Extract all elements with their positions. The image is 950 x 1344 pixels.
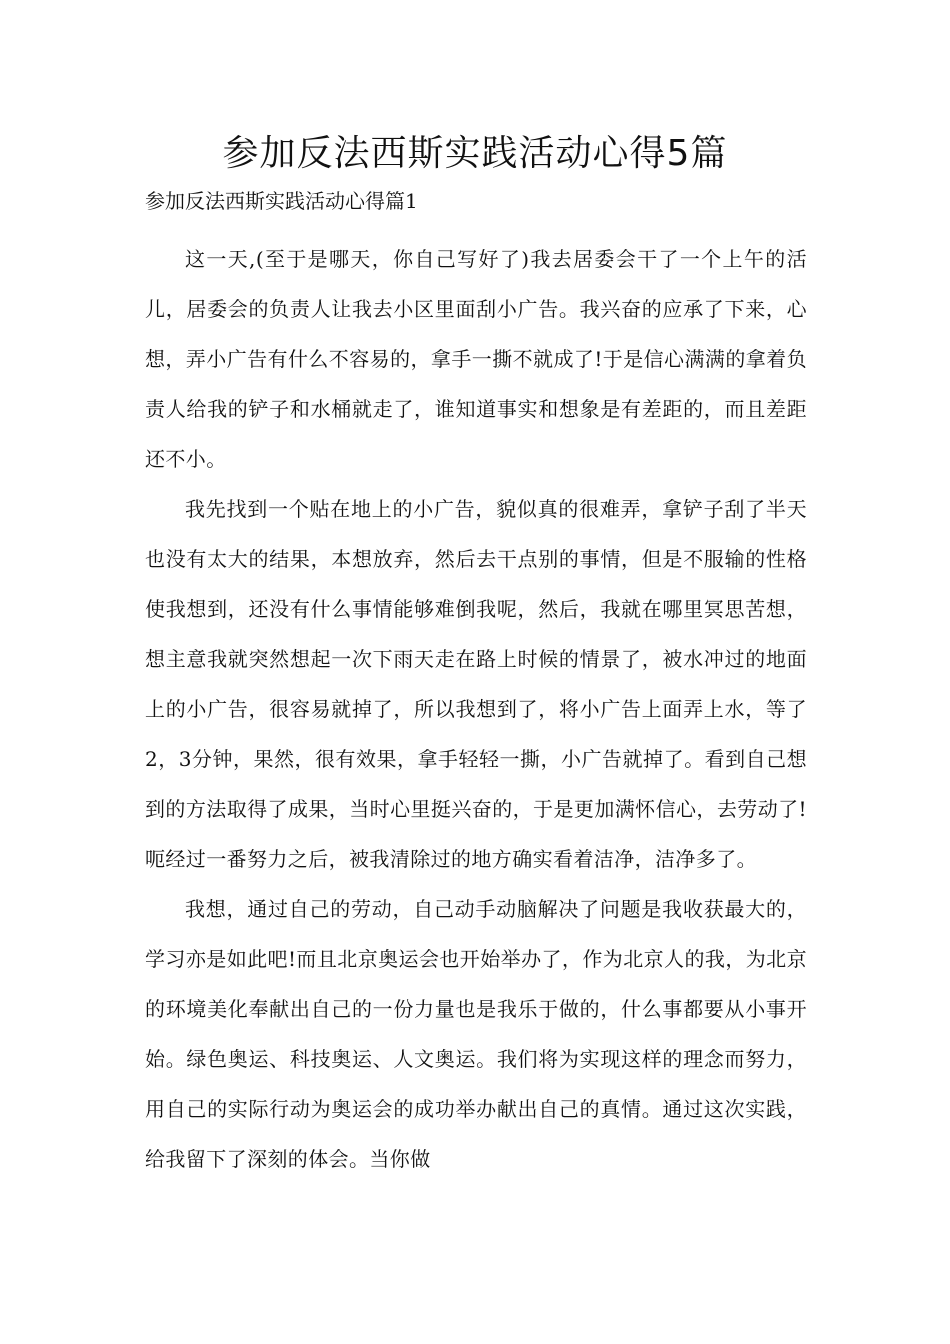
paragraph-3: 我想，通过自己的劳动，自己动手动脑解决了问题是我收获最大的，学习亦是如此吧!而且北京奥运会也开始举办了，作为北京人的我，为北京的环境美化奉献出自己的一份力量也是我乐于做的，什么事都要从小事开始。绿色奥运、科技奥运、人文奥运。我们将为实现这样的理念而努力，用自己的实际行动为奥运会的成功举办献出自己的真情。通过这次实践，给我留下了深刻的体会。当你做 xyxy=(145,897,807,1171)
document-title: 参加反法西斯实践活动心得5篇 xyxy=(222,133,728,174)
paragraph-2: 我先找到一个贴在地上的小广告，貌似真的很难弄，拿铲子刮了半天也没有太大的结果，本想放弃，然后去干点别的事情，但是不服输的性格使我想到，还没有什么事情能够难倒我呢，然后，我就在哪里冥思苦想，想主意我就突然想起一次下雨天走在路上时候的情景了，被水冲过的地面上的小广告，很容易就掉了，所以我想到了，将小广告上面弄上水，等了2，3分钟，果然，很有效果，拿手轻轻一撕，小广告就掉了。看到自己想到的方法取得了成果，当时心里挺兴奋的，于是更加满怀信心，去劳动了!呃经过一番努力之后，被我清除过的地方确实看着洁净，洁净多了。 xyxy=(145,497,807,871)
paragraph-1: 这一天,(至于是哪天，你自己写好了)我去居委会干了一个上午的活儿，居委会的负责人让我去小区里面刮小广告。我兴奋的应承了下来，心想，弄小广告有什么不容易的，拿手一撕不就成了!于是信心满满的拿着负责人给我的铲子和水桶就走了，谁知道事实和想象是有差距的，而且差距还不小。 xyxy=(145,247,807,471)
section-heading: 参加反法西斯实践活动心得篇1 xyxy=(145,189,418,213)
document-body xyxy=(145,234,807,1184)
